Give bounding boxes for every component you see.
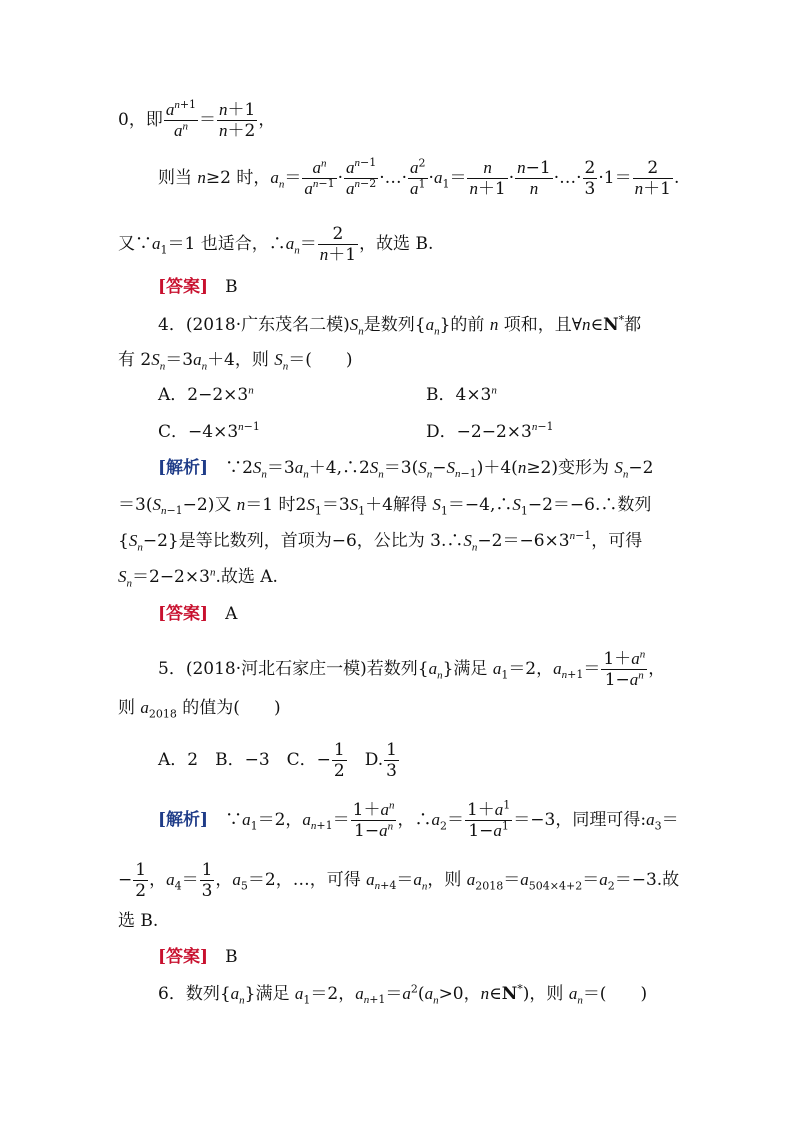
question-4-stem-line-2: 有 $2S_n=3a_n+4$，则 $S_n=$( ) — [118, 350, 353, 373]
q5-prefix: 5．(2018·河北石家庄一模)若数列{ — [158, 659, 429, 679]
answer-value: B — [225, 277, 238, 297]
derivation-line-2: 则当 n≥2 时，$a_n=$ $\frac{a^n}{a^{n-1}}$ · $\frac{a^{n-1}}{a^{n-2}}$ ·…· $\frac{a^2}{a^1}$ $\cdot a_1=$ $\frac{n}{n+1}$ · $\frac{n-1}{n}$ ·…· $\frac{2}{3}$ ·1＝ $\frac{2}{n+1}$ . — [158, 156, 680, 199]
q5-options: A．2 B．−3 C．− $\frac{1}{2}$ D. $\frac{1}{3}$ — [158, 740, 397, 781]
q4-option-b: B．$4\times 3^n$ — [426, 384, 497, 405]
answer-line-q5 — [158, 946, 238, 968]
q5-analysis-line-1: [解析] $\because a_1=2$，$a_{n+1}=$ $\frac{1+a^n}{1-a^n}$ ，$\therefore a_2=$ $\frac{1+a^1}{1-a^1}$ ＝−3，同理可得$:a_3=$ — [158, 798, 679, 841]
answer-line-q4 — [158, 603, 237, 625]
analysis-tag: [解析] — [158, 458, 209, 478]
answer-value: B — [225, 947, 238, 967]
q4-prefix: 4．(2018·广东茂名二模) — [158, 315, 350, 335]
derivation-line-3: 又$\because a_1=1$ 也适合，$\therefore a_n=$ $\frac{2}{n+1}$ ，故选 B. — [118, 224, 434, 265]
q4-analysis-line-2: $=3(S_{n-1}-2)$又 n＝1 时$2S_1=3S_1+4$解得 $S_1=-4,\therefore S_1-2=-6.\therefore$数列 — [118, 495, 652, 518]
answer-tag: [答案] — [158, 277, 209, 297]
q4-analysis-line-3: $\{S_n-2\}$是等比数列，首项为−6，公比为 $3.\therefore S_n-2=-6\times 3^{n-1}$，可得 — [118, 529, 643, 554]
q4-analysis-line-4: $S_n=2-2\times 3^n$.故选 A. — [118, 566, 278, 590]
q4-option-d: D．$-2-2\times 3^{n-1}$ — [426, 420, 554, 442]
q5-analysis-line-3: 选 B. — [118, 911, 159, 931]
q5-analysis-line-2: − $\frac{1}{2}$ ，$a_4=$ $\frac{1}{3}$ ，$a_5=2$，…，可得 $a_{n+4}=a_n$，则 $a_{2018}=a_{504\times 4+2}=a_2=-3$.故 — [118, 860, 680, 901]
q4-analysis-line-1: [解析] $\because 2S_n=3a_n+4,\therefore 2S_n=3(S_n-S_{n-1})+4(n\ge 2)$变形为 $S_n-2$ — [158, 458, 654, 481]
q4-option-a: A．$2-2\times 3^n$ — [158, 384, 254, 405]
answer-tag: [答案] — [158, 604, 209, 624]
q4-option-c: C．$-4\times 3^{n-1}$ — [158, 420, 260, 442]
derivation-line-1: 0，即 $\frac{a^{n+1}}{a^n}$ ＝ $\frac{n+1}{n+2}$ ， — [118, 98, 276, 141]
answer-line-q3 — [158, 276, 238, 298]
question-5-stem-line-2: 则 $a_{2018}$ 的值为( ) — [118, 698, 281, 721]
answer-tag: [答案] — [158, 947, 209, 967]
answer-value: A — [225, 604, 238, 624]
question-4-stem: 4．(2018·广东茂名二模)$S_n$是数列$\{a_n\}$的前 n 项和，且∀n∈N*都 — [158, 313, 642, 338]
question-6-stem: 6．数列$\{a_n\}$满足 $a_1=2$，$a_{n+1}=a^2(a_n>0$，n∈N*)，则 $a_n=$( ) — [158, 982, 648, 1007]
analysis-tag: [解析] — [158, 810, 209, 830]
question-5-stem: 5．(2018·河北石家庄一模)若数列$\{a_n\}$满足 $a_1=2$，$a_{n+1}=$ $\frac{1+a^n}{1-a^n}$ ， — [158, 648, 666, 690]
q6-prefix: 6．数列{ — [158, 984, 231, 1004]
